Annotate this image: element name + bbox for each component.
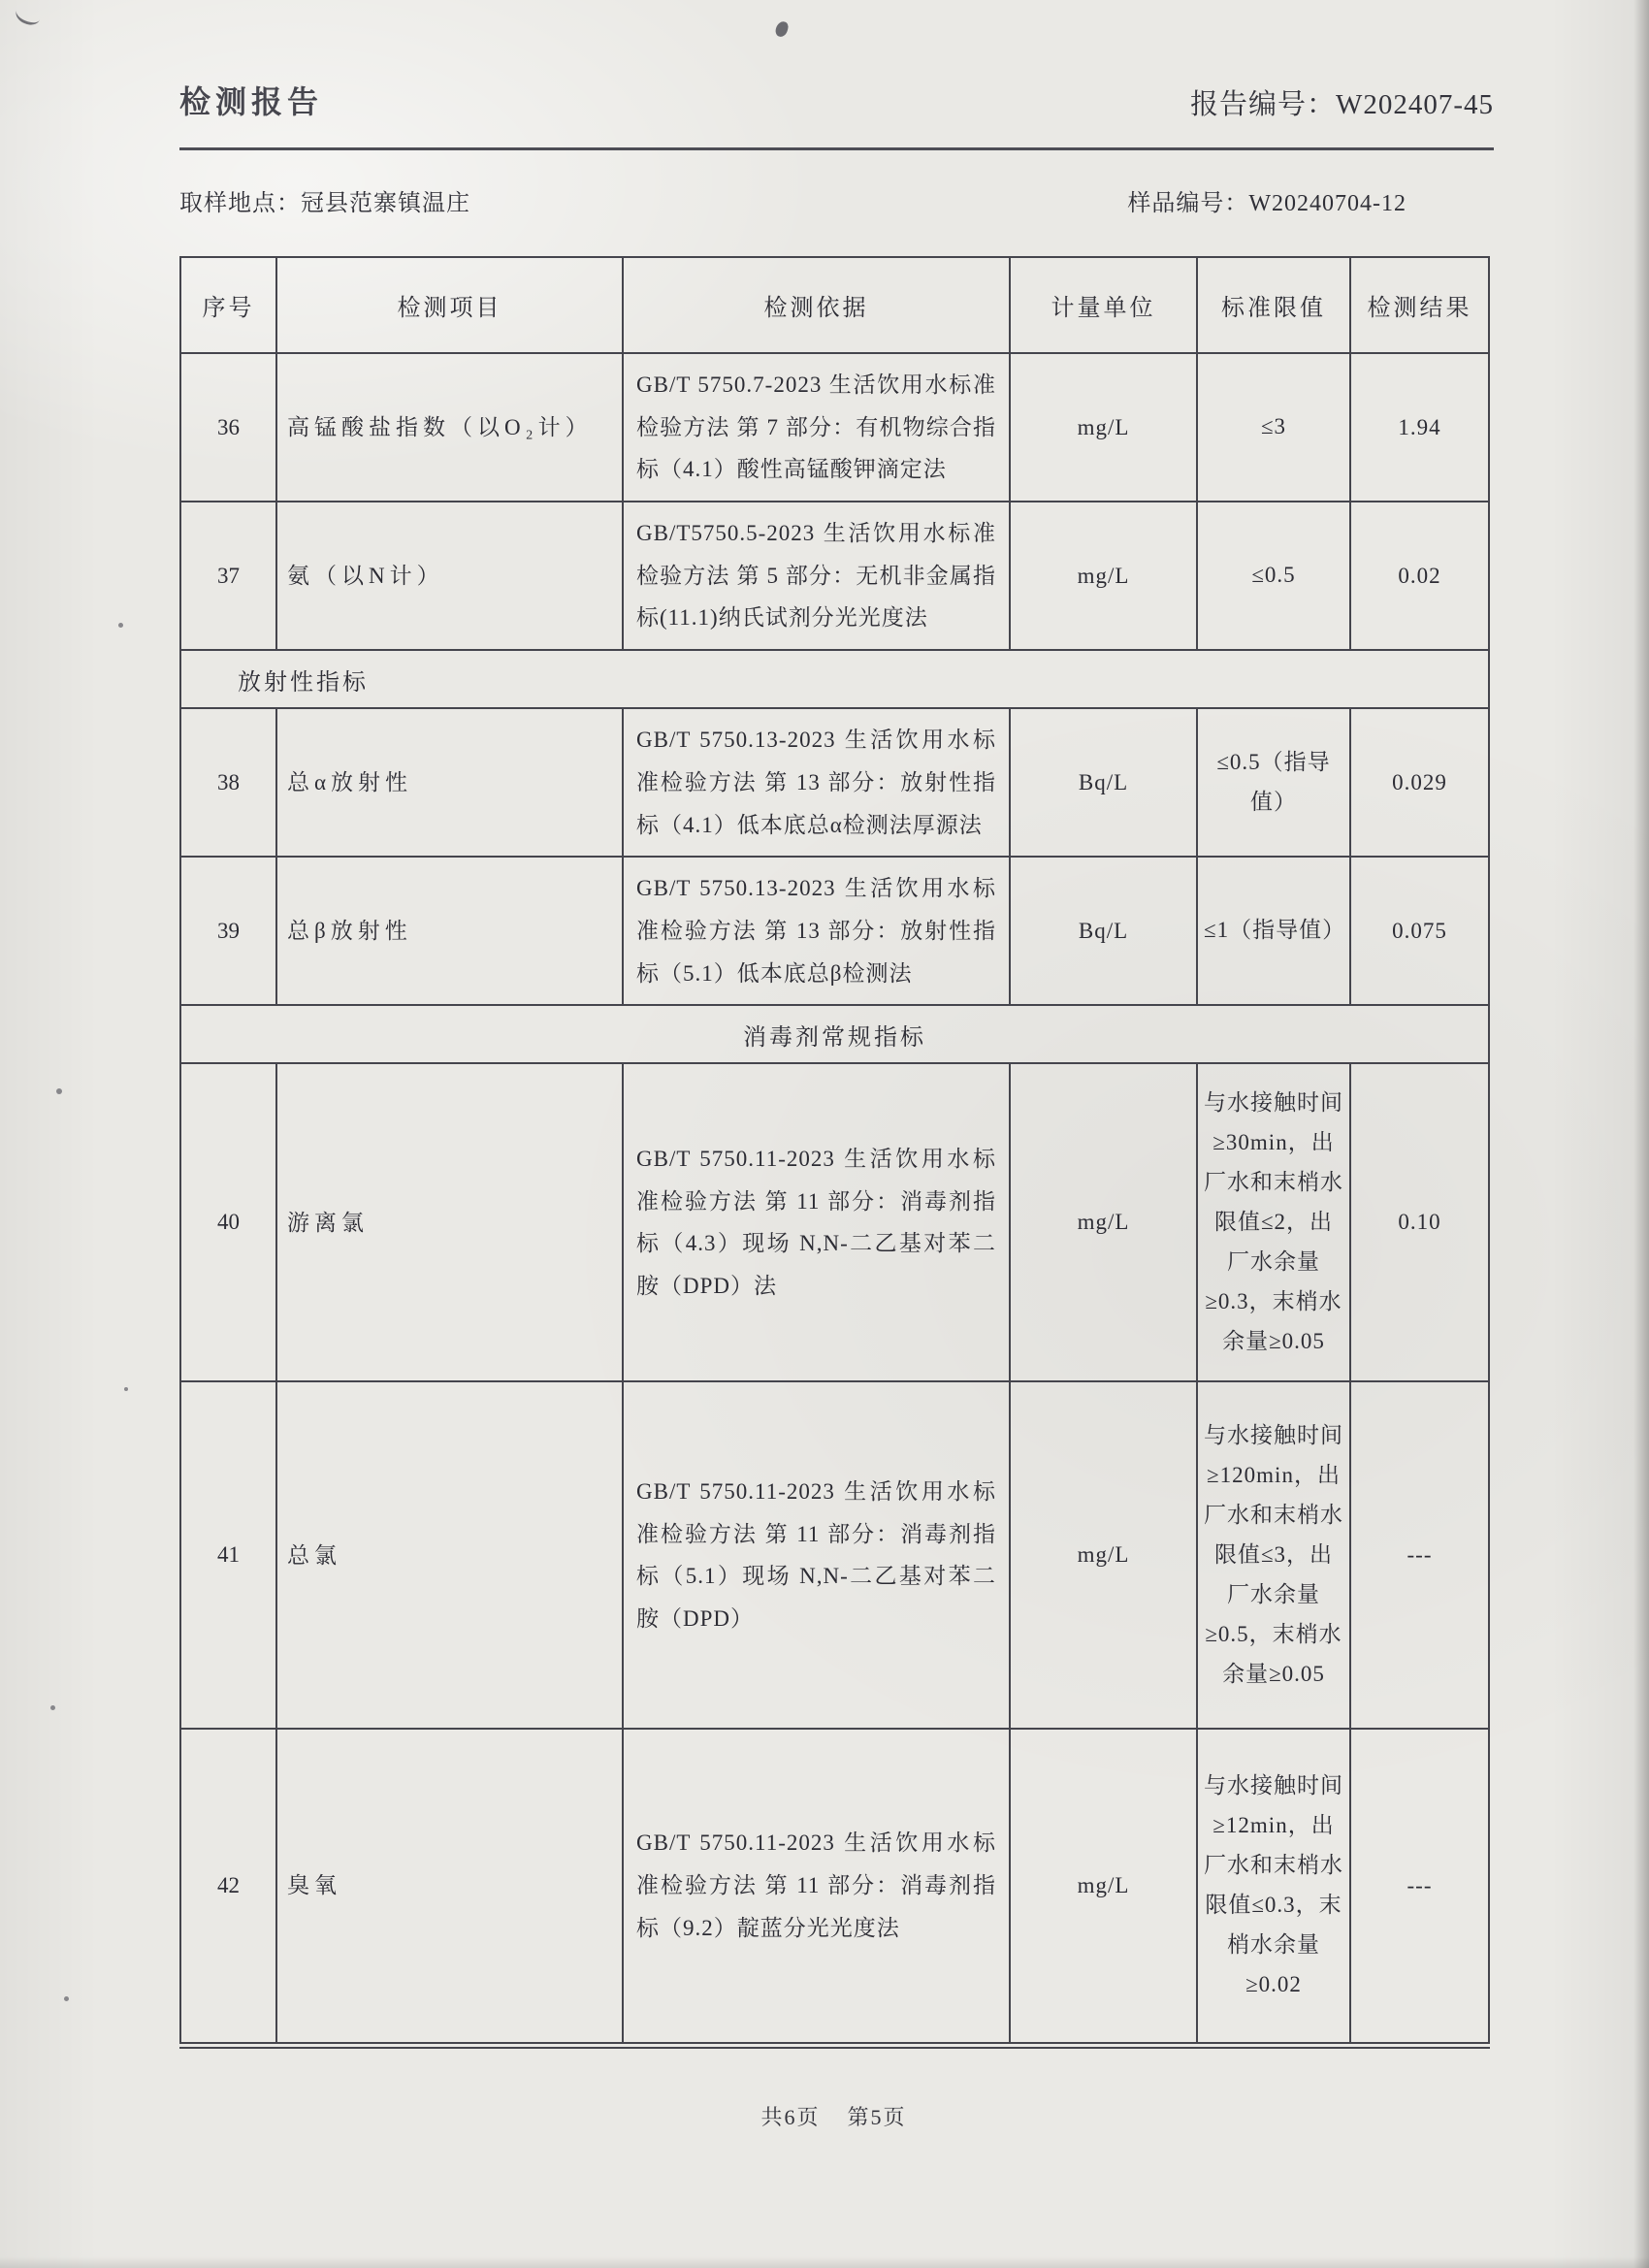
cell-basis: GB/T 5750.7-2023 生活饮用水标准检验方法 第 7 部分：有机物综合指标（4.1）酸性高锰酸钾滴定法 xyxy=(623,353,1010,502)
footer-current-page: 第5页 xyxy=(847,2104,907,2129)
table-row xyxy=(180,353,1489,502)
header-cell-no: 序号 xyxy=(180,257,276,353)
sampling-location-label: 取样地点： xyxy=(179,191,301,216)
cell-no: 41 xyxy=(180,1381,276,1729)
sampling-location xyxy=(179,183,470,217)
header-cell-result: 检测结果 xyxy=(1350,257,1489,353)
sampling-location-value: 冠县范寨镇温庄 xyxy=(301,191,470,216)
section-row-disinfectant xyxy=(180,1005,1489,1063)
table-header-row xyxy=(180,257,1489,353)
cell-basis: GB/T 5750.11-2023 生活饮用水标准检验方法 第 11 部分：消毒剂指标（9.2）靛蓝分光光度法 xyxy=(623,1729,1010,2045)
cell-basis: GB/T 5750.11-2023 生活饮用水标准检验方法 第 11 部分：消毒剂指标（5.1）现场 N,N-二乙基对苯二胺（DPD） xyxy=(623,1381,1010,1729)
cell-result: 0.075 xyxy=(1350,857,1489,1005)
cell-no: 39 xyxy=(180,857,276,1005)
table-row xyxy=(180,1381,1489,1729)
cell-item: 总氯 xyxy=(276,1381,623,1729)
cell-item: 高锰酸盐指数（以O₂计） xyxy=(276,353,623,502)
cell-item: 氨（以N计） xyxy=(276,502,623,650)
page-footer xyxy=(179,2101,1488,2131)
sample-number-value: W20240704-12 xyxy=(1248,191,1406,216)
cell-basis: GB/T 5750.11-2023 生活饮用水标准检验方法 第 11 部分：消毒剂指标（4.3）现场 N,N-二乙基对苯二胺（DPD）法 xyxy=(623,1063,1010,1381)
scan-artifact xyxy=(118,623,123,628)
cell-item: 游离氯 xyxy=(276,1063,623,1381)
cell-limit: ≤0.5（指导值） xyxy=(1197,708,1350,857)
cell-limit: 与水接触时间≥12min，出厂水和末梢水限值≤0.3，末梢水余量≥0.02 xyxy=(1197,1729,1350,2045)
cell-result: 1.94 xyxy=(1350,353,1489,502)
cell-basis: GB/T5750.5-2023 生活饮用水标准检验方法 第 5 部分：无机非金属指标(11.1)纳氏试剂分光光度法 xyxy=(623,502,1010,650)
section-label: 放射性指标 xyxy=(180,650,1489,708)
table-row xyxy=(180,1063,1489,1381)
cell-unit: mg/L xyxy=(1010,1381,1197,1729)
cell-no: 40 xyxy=(180,1063,276,1381)
cell-unit: Bq/L xyxy=(1010,708,1197,857)
cell-unit: mg/L xyxy=(1010,353,1197,502)
header-cell-limit: 标准限值 xyxy=(1197,257,1350,353)
table-row xyxy=(180,1729,1489,2045)
cell-no: 36 xyxy=(180,353,276,502)
sample-number-label: 样品编号： xyxy=(1127,191,1249,216)
header-cell-basis: 检测依据 xyxy=(623,257,1010,353)
cell-limit: 与水接触时间≥120min，出厂水和末梢水限值≤3，出厂水余量≥0.5，末梢水余量≥0.05 xyxy=(1197,1381,1350,1729)
cell-result: --- xyxy=(1350,1381,1489,1729)
report-number-label: 报告编号： xyxy=(1189,89,1336,120)
cell-result: 0.029 xyxy=(1350,708,1489,857)
table-row xyxy=(180,708,1489,857)
cell-result: 0.02 xyxy=(1350,502,1489,650)
cell-no: 37 xyxy=(180,502,276,650)
cell-item: 总β放射性 xyxy=(276,857,623,1005)
report-header xyxy=(179,78,1494,122)
section-row-radioactivity xyxy=(180,650,1489,708)
cell-unit: mg/L xyxy=(1010,502,1197,650)
cell-basis: GB/T 5750.13-2023 生活饮用水标准检验方法 第 13 部分：放射性指标（5.1）低本底总β检测法 xyxy=(623,857,1010,1005)
cell-item: 总α放射性 xyxy=(276,708,623,857)
scan-artifact xyxy=(124,1387,128,1391)
cell-unit: mg/L xyxy=(1010,1729,1197,2045)
table-row xyxy=(180,857,1489,1005)
scan-artifact xyxy=(56,1088,62,1094)
scan-artifact xyxy=(50,1705,55,1710)
report-number xyxy=(1190,82,1494,122)
sample-number xyxy=(1127,183,1406,217)
header-cell-item: 检测项目 xyxy=(276,257,623,353)
cell-result: --- xyxy=(1350,1729,1489,2045)
cell-no: 38 xyxy=(180,708,276,857)
cell-result: 0.10 xyxy=(1350,1063,1489,1381)
footer-total-pages: 共6页 xyxy=(760,2104,821,2129)
scan-artifact xyxy=(64,1996,69,2001)
cell-unit: Bq/L xyxy=(1010,857,1197,1005)
cell-unit: mg/L xyxy=(1010,1063,1197,1381)
results-table xyxy=(179,256,1490,2049)
report-number-value: W202407-45 xyxy=(1335,89,1494,120)
sample-meta xyxy=(179,183,1406,217)
cell-no: 42 xyxy=(180,1729,276,2045)
cell-limit: 与水接触时间≥30min，出厂水和末梢水限值≤2，出厂水余量≥0.3，末梢水余量≥0.05 xyxy=(1197,1063,1350,1381)
cell-limit: ≤0.5 xyxy=(1197,502,1350,650)
scan-artifact xyxy=(774,20,790,38)
header-divider xyxy=(179,147,1494,150)
cell-limit: ≤1（指导值） xyxy=(1197,857,1350,1005)
header-cell-unit: 计量单位 xyxy=(1010,257,1197,353)
cell-item: 臭氧 xyxy=(276,1729,623,2045)
page-title: 检测报告 xyxy=(179,84,324,119)
table-row xyxy=(180,502,1489,650)
cell-basis: GB/T 5750.13-2023 生活饮用水标准检验方法 第 13 部分：放射性指标（4.1）低本底总α检测法厚源法 xyxy=(623,708,1010,857)
cell-limit: ≤3 xyxy=(1197,353,1350,502)
section-label: 消毒剂常规指标 xyxy=(180,1005,1489,1063)
scan-artifact xyxy=(13,2,43,28)
